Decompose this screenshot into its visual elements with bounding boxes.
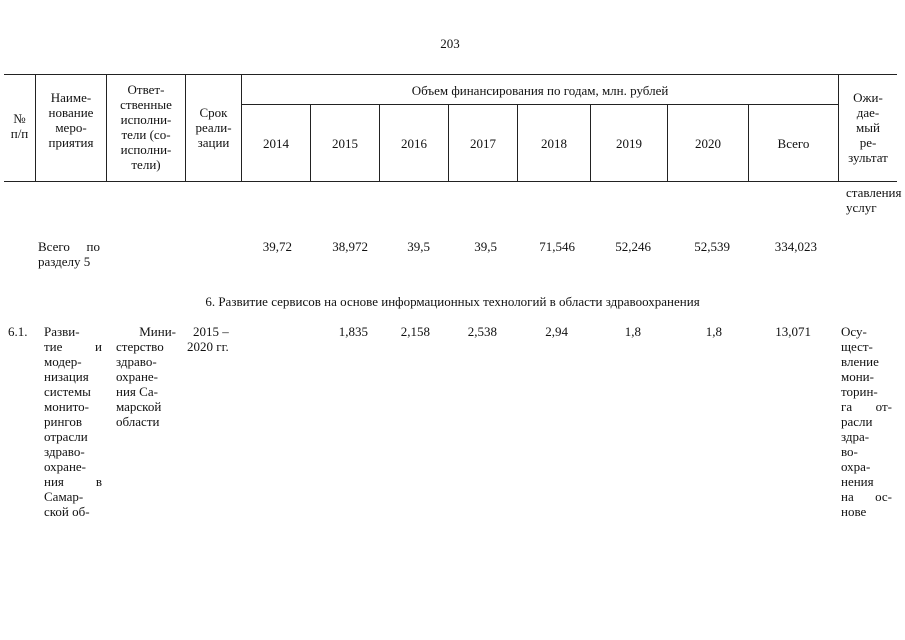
header-year-2017: 2017	[470, 136, 496, 151]
header-year-2015: 2015	[332, 136, 358, 151]
header-col-executors: Ответ- ственные исполни- тели (со- исполни- тели)	[120, 82, 172, 172]
s5-value-2014: 39,72	[262, 239, 292, 254]
header-col-number: № п/п	[10, 111, 29, 141]
s5-value-2015: 38,972	[332, 239, 368, 254]
r61-value-2018: 2,94	[545, 324, 568, 339]
r61-value-total: 13,071	[775, 324, 811, 339]
header-year-2018: 2018	[541, 136, 567, 151]
header-col-term: Срок реали- зации	[195, 105, 232, 150]
s5-value-total: 334,023	[774, 239, 817, 254]
r61-value-2015: 1,835	[338, 324, 368, 339]
expected-result: Осу- щест- вление мони- торин- га от- расли здра- во- охра- нения на ос- нове	[841, 324, 892, 519]
s5-value-2018: 71,546	[539, 239, 575, 254]
r61-value-2017: 2,538	[467, 324, 497, 339]
page-number: 203	[440, 36, 460, 51]
header-funding-title: Объем финансирования по годам, млн. рублей	[411, 83, 669, 98]
executor: Мини- стерство здраво- охране- ния Са- марской области	[116, 324, 176, 429]
r61-value-2016: 2,158	[400, 324, 430, 339]
header-year-2020: 2020	[695, 136, 721, 151]
r61-value-2020: 1,8	[705, 324, 722, 339]
s5-value-2020: 52,539	[694, 239, 730, 254]
header-year-total: Всего	[777, 136, 810, 151]
header-year-2016: 2016	[401, 136, 427, 151]
r61-value-2019: 1,8	[624, 324, 641, 339]
s5-value-2017: 39,5	[474, 239, 497, 254]
header-col-name: Наиме- нование меро- приятия	[48, 90, 94, 150]
header-year-2014: 2014	[263, 136, 289, 151]
s5-value-2019: 52,246	[615, 239, 651, 254]
header-year-2019: 2019	[616, 136, 642, 151]
section5-total-label: Всего по разделу 5	[38, 239, 100, 269]
s5-value-2016: 39,5	[407, 239, 430, 254]
implementation-term: 2015 – 2020 гг.	[187, 324, 229, 354]
section6-title: 6. Развитие сервисов на основе информационных технологий в области здравоохранения	[205, 294, 700, 309]
carryover-result: ставления услуг	[846, 185, 902, 215]
activity-name: Разви- тие и модер- низация системы монито- рингов отрасли здраво- охране- ния в Самар- ской об-	[44, 324, 102, 519]
row-number: 6.1.	[8, 324, 28, 339]
header-col-result: Ожи- дае- мый ре- зультат	[848, 90, 888, 165]
